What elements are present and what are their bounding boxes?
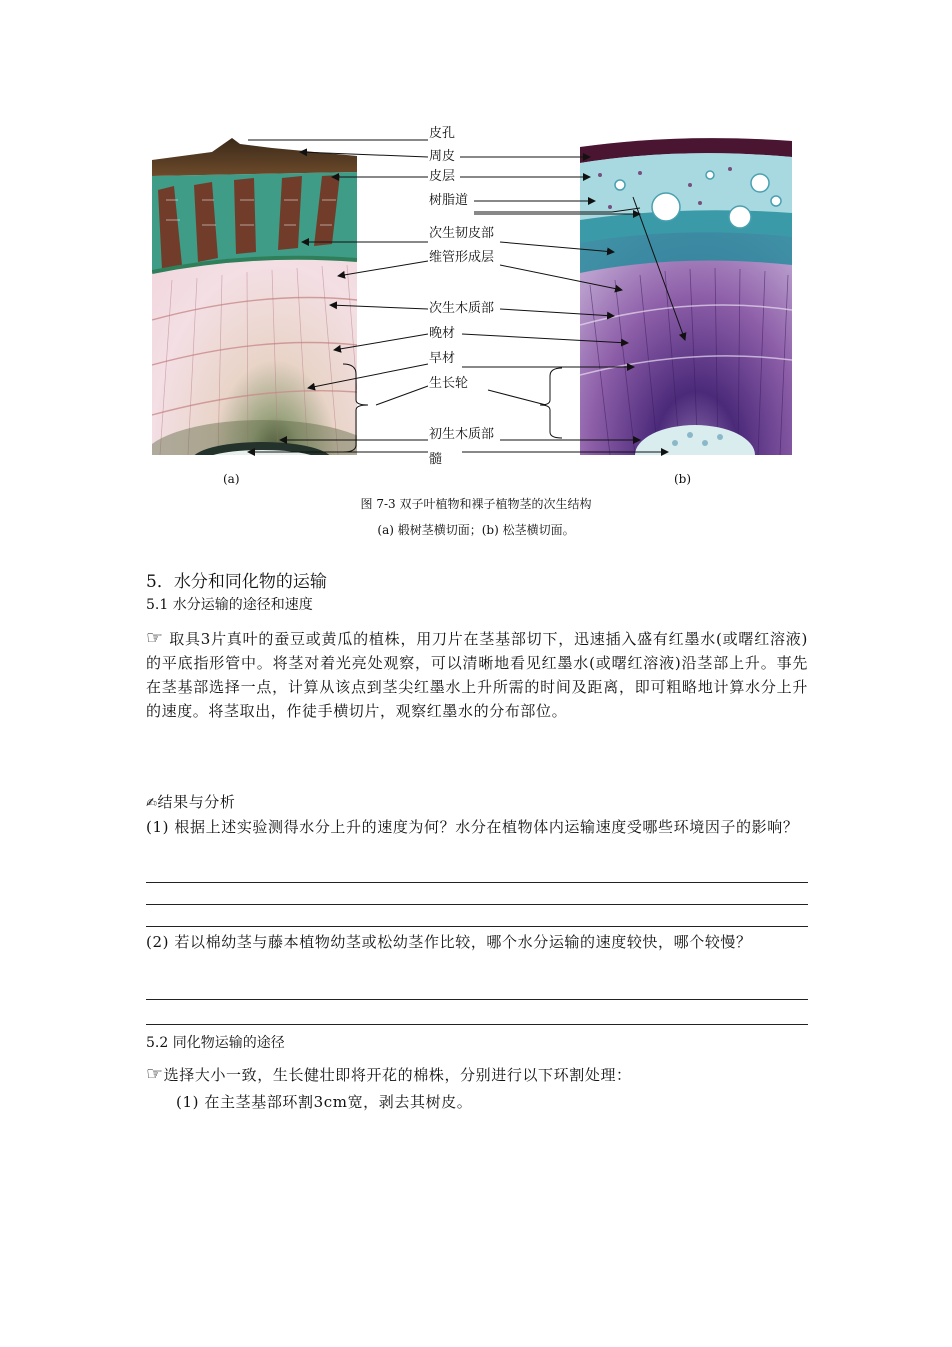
- panel-a-label: (a): [223, 472, 240, 486]
- results-title: 结果与分析: [157, 793, 236, 811]
- procedure-2-text: 选择大小一致，生长健壮即将开花的棉株，分别进行以下环割处理：: [163, 1066, 632, 1084]
- label-cortex: 皮层: [429, 169, 456, 184]
- label-earlywood: 早材: [429, 351, 456, 366]
- answer-line: [146, 926, 808, 927]
- label-primary-xylem: 初生木质部: [429, 427, 495, 442]
- pointing-hand-icon: ☞: [146, 627, 164, 649]
- figure-stem-structure: [0, 0, 952, 545]
- label-periderm: 周皮: [429, 149, 456, 164]
- answer-line: [146, 1024, 808, 1025]
- results-heading: [146, 790, 808, 816]
- label-vascular-cambium: 维管形成层: [429, 250, 495, 265]
- label-lenticel: 皮孔: [429, 126, 456, 141]
- answer-line: [146, 904, 808, 905]
- label-resin-duct: 树脂道: [429, 193, 469, 208]
- subsection-title-5-1: 5.1 水分运输的途径和速度: [146, 597, 313, 613]
- section-title: 5．水分和同化物的运输: [146, 572, 327, 592]
- label-pith: 髓: [429, 452, 443, 467]
- label-secondary-phloem: 次生韧皮部: [429, 226, 495, 241]
- procedure-paragraph: [146, 626, 808, 723]
- leader-lines: [0, 0, 952, 545]
- step-1: (1) 在主茎基部环割3cm宽，剥去其树皮。: [176, 1093, 473, 1111]
- panel-b-label: (b): [674, 472, 692, 486]
- procedure-2-paragraph: [146, 1062, 808, 1087]
- answer-line: [146, 999, 808, 1000]
- question-2: (2) 若以棉幼茎与藤本植物幼茎或松幼茎作比较，哪个水分运输的速度较快，哪个较慢？: [146, 933, 752, 951]
- figure-caption: 图 7-3 双子叶植物和裸子植物茎的次生结构: [360, 497, 592, 511]
- label-growth-ring: 生长轮: [429, 376, 469, 391]
- pointing-hand-icon: ☞: [146, 1063, 164, 1085]
- answer-line: [146, 882, 808, 883]
- label-secondary-xylem: 次生木质部: [429, 301, 495, 316]
- subsection-title-5-2: 5.2 同化物运输的途径: [146, 1035, 285, 1051]
- procedure-text: 取具3片真叶的蚕豆或黄瓜的植株，用刀片在茎基部切下，迅速插入盛有红墨水(或曙红溶液)的平底指形管中。将茎对着光亮处观察，可以清晰地看见红墨水(或曙红溶液)沿茎部上升。事先在茎基部选择一点，计算从该点到茎尖红墨水上升所需的时间及距离，即可粗略地计算水分上升的速度。将茎取出，作徒手横切片，观察红墨水的分布部位。: [146, 630, 809, 720]
- label-latewood: 晚材: [429, 326, 456, 341]
- question-1: (1) 根据上述实验测得水分上升的速度为何？水分在植物体内运输速度受哪些环境因子的影响？: [146, 818, 799, 836]
- figure-subcaption: (a) 椴树茎横切面；(b) 松茎横切面。: [377, 523, 575, 537]
- pencil-icon: ✍: [146, 796, 158, 811]
